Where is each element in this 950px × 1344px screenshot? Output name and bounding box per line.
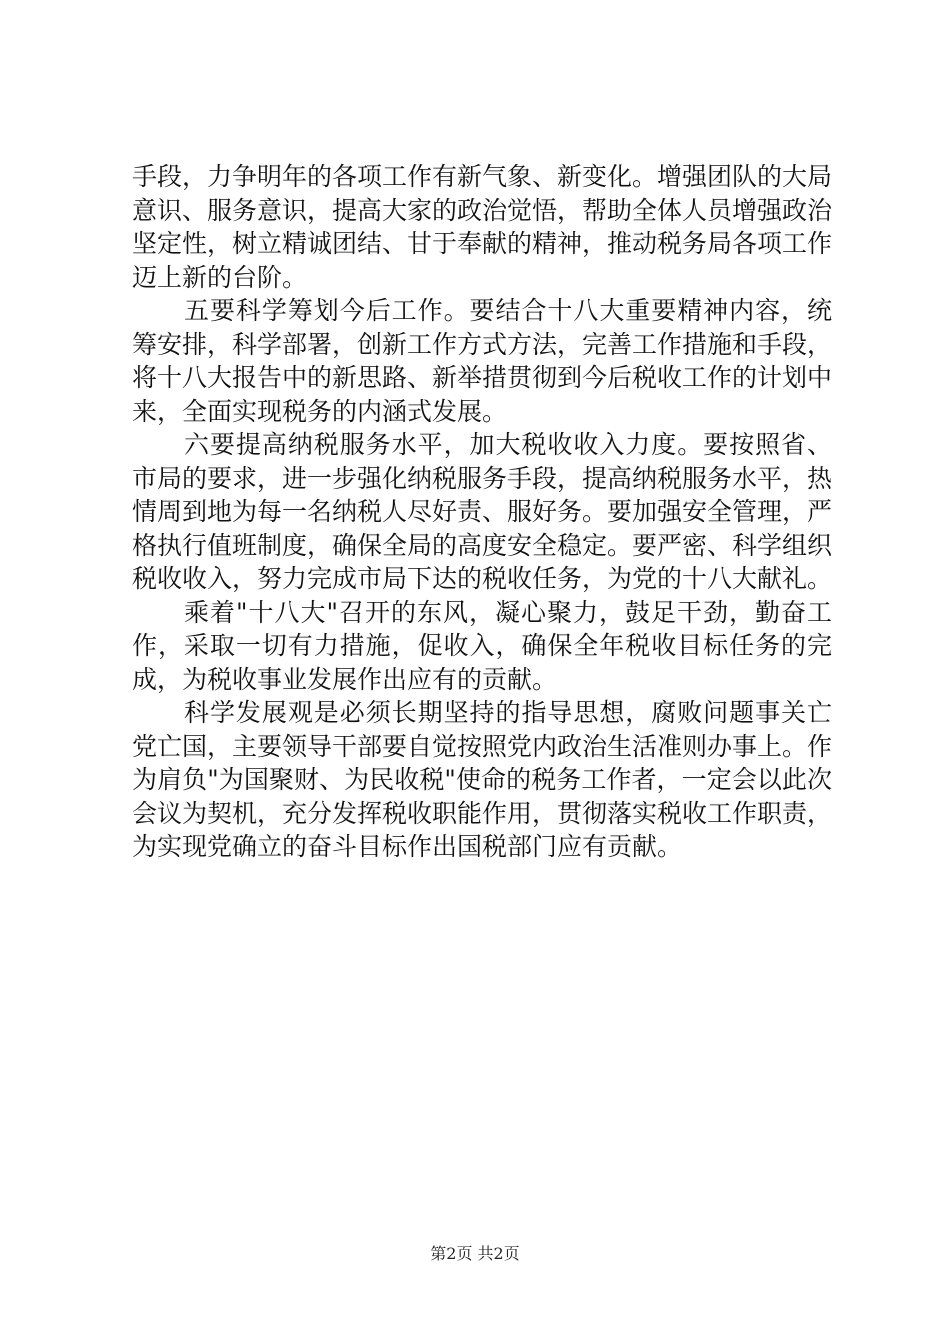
paragraph-closing: 乘着"十八大"召开的东风，凝心聚力，鼓足干劲，勤奋工作，采取一切有力措施，促收入，确保全年税收目标任务的完成，为税收事业发展作出应有的贡献。 [132, 597, 832, 694]
paragraph-item-six: 六要提高纳税服务水平，加大税收收入力度。要按照省、市局的要求，进一步强化纳税服务手段，提高纳税服务水平，热情周到地为每一名纳税人尽好责、服好务。要加强安全管理，严格执行值班制度，确保全局的高度安全稳定。要严密、科学组织税收收入，努力完成市局下达的税收任务，为党的十八大献礼。 [132, 430, 833, 593]
paragraph-conclusion: 科学发展观是必须长期坚持的指导思想，腐败问题事关亡党亡国，主要领导干部要自觉按照党内政治生活准则办事上。作为肩负"为国聚财、为民收税"使命的税务工作者，一定会以此次会议为契机，充分发挥税收职能作用，贯彻落实税收工作职责，为实现党确立的奋斗目标作出国税部门应有贡献。 [132, 698, 833, 861]
document-body [132, 160, 832, 864]
paragraph-item-five: 五要科学筹划今后工作。要结合十八大重要精神内容，统筹安排，科学部署，创新工作方式方法，完善工作措施和手段，将十八大报告中的新思路、新举措贯彻到今后税收工作的计划中来，全面实现税务的内涵式发展。 [132, 296, 833, 426]
paragraph-continuation: 手段，力争明年的各项工作有新气象、新变化。增强团队的大局意识、服务意识，提高大家的政治觉悟，帮助全体人员增强政治坚定性，树立精诚团结、甘于奉献的精神，推动税务局各项工作迈上新的台阶。 [132, 162, 833, 292]
page-footer: 第2页 共2页 [430, 1244, 520, 1263]
